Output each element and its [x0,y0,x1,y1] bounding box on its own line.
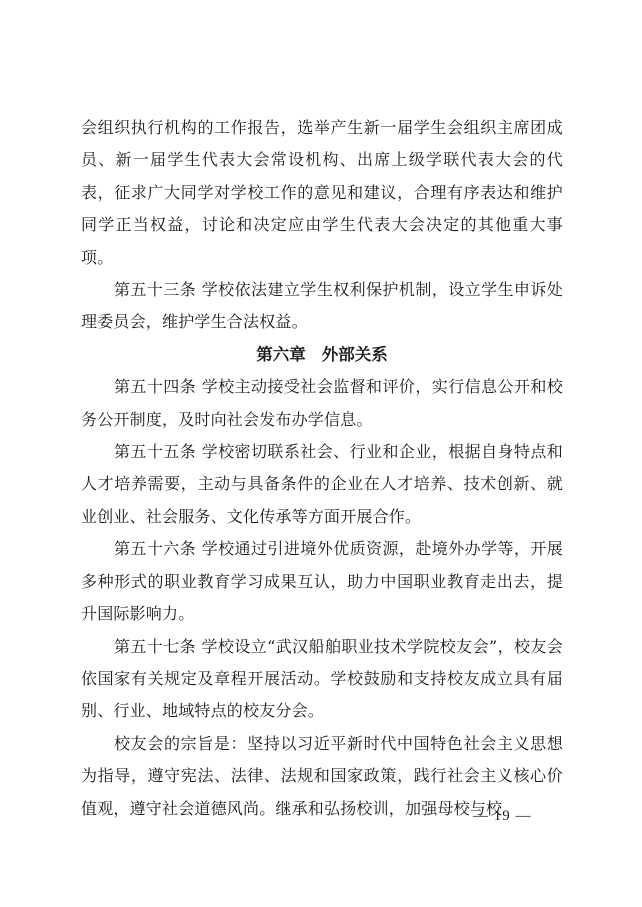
article-56: 第五十六条 学校通过引进境外优质资源，赴境外办学等，开展多种形式的职业教育学习成果互认，助力中国职业教育走出去，提升国际影响力。 [81,539,563,624]
chapter-number: 第六章 [256,344,306,364]
article-55: 第五十五条 学校密切联系社会、行业和企业，根据自身特点和人才培养需要，主动与具备条件的企业在人才培养、技术创新、就业创业、社会服务、文化传承等方面开展合作。 [81,442,563,526]
document-body [81,112,563,825]
alumni-purpose-paragraph: 校友会的宗旨是：坚持以习近平新时代中国特色社会主义思想为指导，遵守宪法、法律、法规和国家政策，践行社会主义核心价值观，遵守社会道德风尚。继承和弘扬校训，加强母校与校 [81,733,563,818]
page-number: — 19 — [473,808,532,824]
chapter-title: 外部关系 [321,344,388,364]
article-53: 第五十三条 学校依法建立学生权利保护机制，设立学生申诉处理委员会，维护学生合法权益。 [81,280,563,332]
article-57: 第五十七条 学校设立“武汉船舶职业技术学院校友会”，校友会依国家有关规定及章程开展活动。学校鼓励和支持校友成立具有届别、行业、地域特点的校友分会。 [81,636,563,721]
article-54: 第五十四条 学校主动接受社会监督和评价，实行信息公开和校务公开制度，及时向社会发布办学信息。 [81,377,563,429]
chapter-heading [81,339,563,371]
paragraph-continuation: 会组织执行机构的工作报告，选举产生新一届学生会组织主席团成员、新一届学生代表大会常设机构、出席上级学联代表大会的代表，征求广大同学对学校工作的意见和建议，合理有序表达和维护同学正当权益，讨论和决定应由学生代表大会决定的其他重大事项。 [81,118,563,267]
